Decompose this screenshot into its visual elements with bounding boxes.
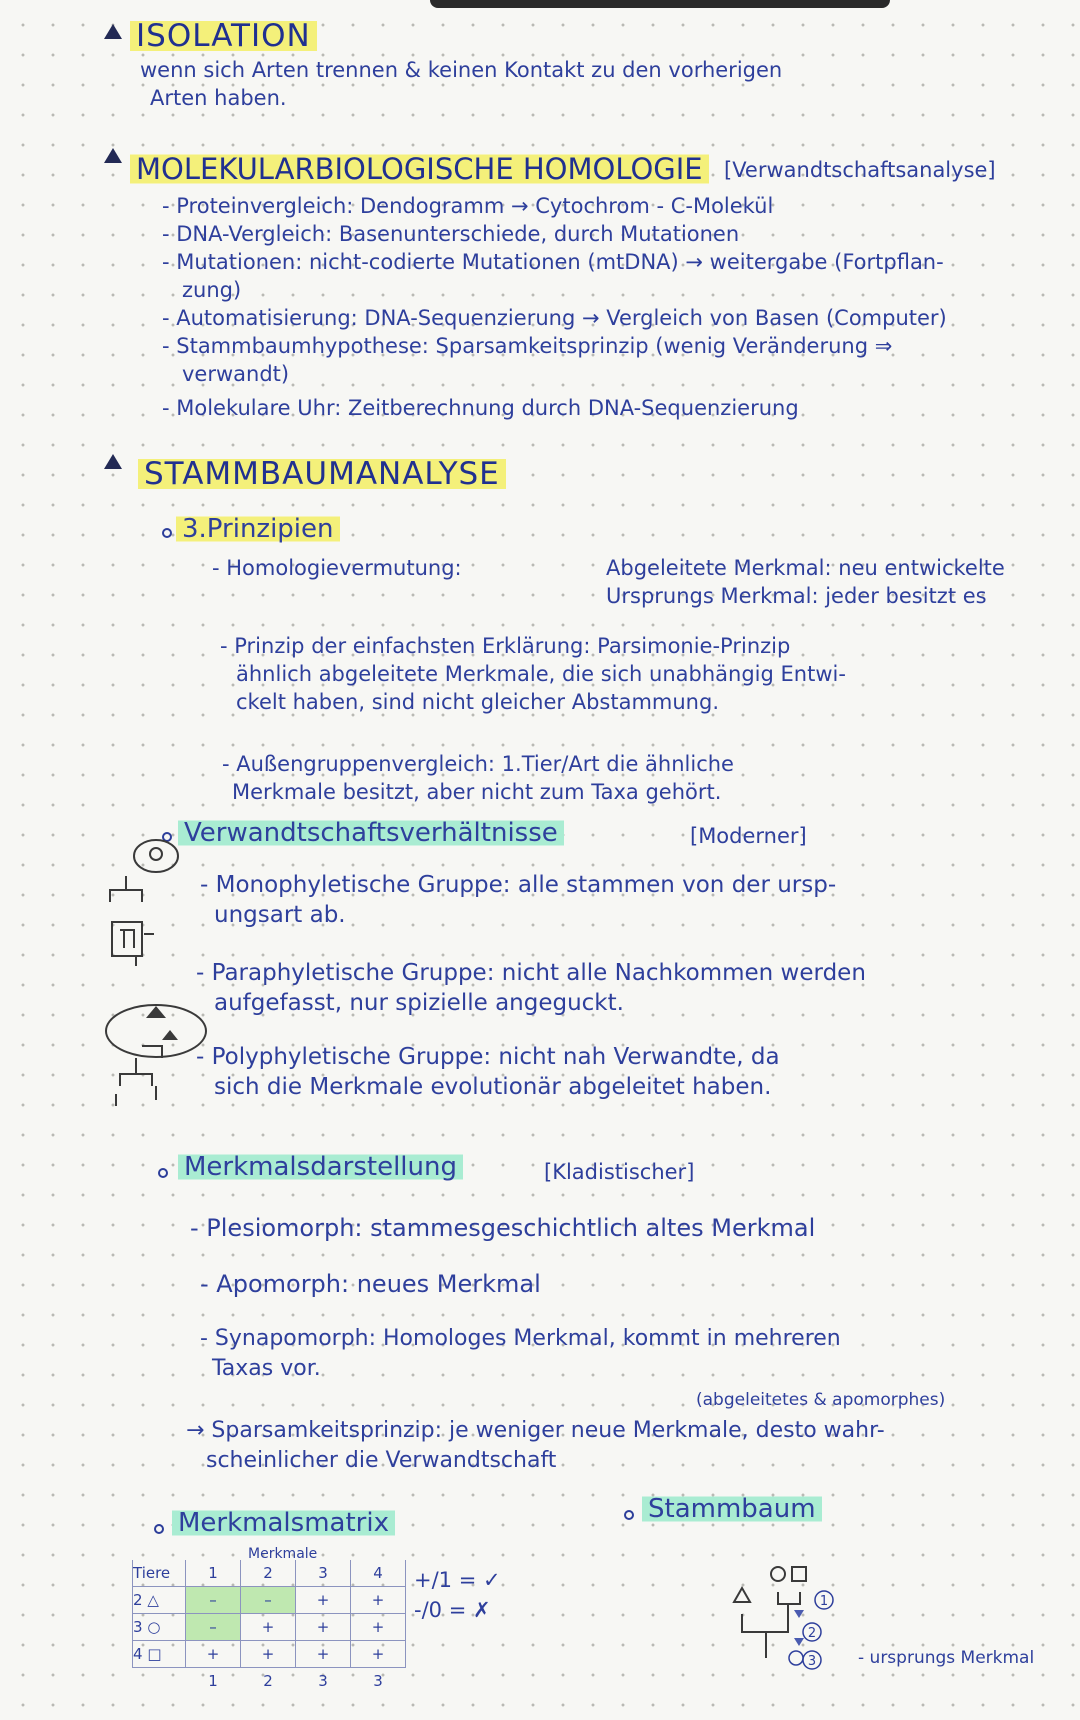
plesiomorph-line: - Plesiomorph: stammesgeschichtlich altes Merkmal	[190, 1214, 816, 1242]
matrix-legend-plus: +/1 = ✓	[414, 1568, 501, 1592]
matrix-footer-cell: 2	[263, 1672, 273, 1690]
stammbaum-title: Stammbaum	[642, 1494, 822, 1524]
verwandtschaft-line: sich die Merkmale evolutionär abgeleitet haben.	[214, 1074, 772, 1100]
matrix-title: Merkmalsmatrix	[172, 1508, 395, 1538]
molekular-tag: [Verwandtschaftsanalyse]	[724, 158, 996, 182]
matrix-cell: +	[351, 1587, 406, 1614]
aussengruppe-line: Merkmale besitzt, aber nicht zum Taxa gehört.	[232, 780, 722, 804]
matrix-cell: –	[186, 1614, 241, 1641]
circle-bullet-icon	[158, 1168, 168, 1178]
isolation-line-1: wenn sich Arten trennen & keinen Kontakt zu den vorherigen	[140, 58, 783, 82]
ursprung-label: - ursprungs Merkmal	[858, 1648, 1035, 1668]
matrix-cell: +	[296, 1614, 351, 1641]
circle-bullet-icon	[162, 528, 172, 538]
section-title-stammbaumanalyse: STAMMBAUMANALYSE	[138, 456, 506, 492]
apomorph-line: - Apomorph: neues Merkmal	[200, 1270, 541, 1298]
matrix-footer-cell: 3	[373, 1672, 383, 1690]
matrix-col-label: 1	[186, 1560, 241, 1587]
verwandtschaft-line: - Paraphyletische Gruppe: nicht alle Nachkommen werden	[196, 960, 866, 986]
matrix-col-header: Merkmale	[248, 1546, 318, 1562]
synapomorph-line: - Synapomorph: Homologes Merkmal, kommt in mehreren	[200, 1326, 841, 1351]
matrix-cell: +	[351, 1614, 406, 1641]
verwandtschaft-line: - Monophyletische Gruppe: alle stammen von der ursp-	[200, 872, 837, 898]
matrix-col-label: 4	[351, 1560, 406, 1587]
matrix-cell: +	[186, 1641, 241, 1668]
tree-node-label: 1	[819, 1594, 829, 1609]
matrix-row	[133, 1641, 406, 1668]
circle-bullet-icon	[154, 1524, 164, 1534]
matrix-row-label: 3 ○	[133, 1614, 186, 1641]
matrix-footer-row	[133, 1668, 406, 1695]
prinzipien-title: 3.Prinzipien	[176, 514, 340, 544]
molekular-item: - Stammbaumhypothese: Sparsamkeitsprinzip (wenig Veränderung ⇒	[162, 334, 893, 358]
circle-bullet-icon	[624, 1510, 634, 1520]
prinzip-line: ckelt haben, sind nicht gleicher Abstammung.	[236, 690, 719, 714]
tree-diagram-icon	[720, 1560, 860, 1670]
section-title-molekular: MOLEKULARBIOLOGISCHE HOMOLOGIE	[130, 152, 709, 186]
matrix-row-label: 2 △	[133, 1587, 186, 1614]
verwandtschaft-tag: [Moderner]	[690, 824, 807, 848]
section-title-isolation: ISOLATION	[130, 18, 317, 54]
merkmal-tag: [Kladistischer]	[544, 1160, 695, 1184]
molekular-item: - DNA-Vergleich: Basenunterschiede, durch Mutationen	[162, 222, 740, 246]
merkmal-title: Merkmalsdarstellung	[178, 1152, 463, 1182]
prinzip-line: - Prinzip der einfachsten Erklärung: Parsimonie-Prinzip	[220, 634, 791, 658]
verwandtschaft-title: Verwandtschaftsverhältnisse	[178, 818, 564, 848]
triangle-bullet-icon	[104, 148, 122, 163]
tree-node-label: 3	[807, 1654, 817, 1669]
matrix-cell: +	[351, 1641, 406, 1668]
matrix-cell: +	[241, 1641, 296, 1668]
molekular-item: - Automatisierung: DNA-Sequenzierung → Vergleich von Basen (Computer)	[162, 306, 947, 330]
matrix-cell: +	[296, 1641, 351, 1668]
matrix-legend-minus: -/0 = ✗	[414, 1598, 491, 1622]
tree-node-label: 2	[807, 1626, 817, 1641]
matrix-footer-cell: 1	[208, 1672, 218, 1690]
matrix-row	[133, 1614, 406, 1641]
matrix-row-header: Tiere	[133, 1560, 186, 1587]
matrix-row-label: 4 □	[133, 1641, 186, 1668]
homologie-label: - Homologievermutung:	[212, 556, 462, 580]
sparsamkeit-line: → Sparsamkeitsprinzip: je weniger neue Merkmale, desto wahr-	[186, 1418, 885, 1443]
molekular-item: zung)	[182, 278, 242, 302]
molekular-item: - Molekulare Uhr: Zeitberechnung durch DNA-Sequenzierung	[162, 396, 799, 420]
matrix-cell: –	[241, 1587, 296, 1614]
merkmal-note: (abgeleitetes & apomorphes)	[696, 1390, 946, 1410]
matrix-cell: +	[296, 1587, 351, 1614]
sparsamkeit-line: scheinlicher die Verwandtschaft	[206, 1448, 557, 1473]
homologie-def-2: Ursprungs Merkmal: jeder besitzt es	[606, 584, 987, 608]
molekular-item: - Proteinvergleich: Dendogramm → Cytochrom - C-Molekül	[162, 194, 774, 218]
verwandtschaft-line: ungsart ab.	[214, 902, 346, 928]
verwandtschaft-line: aufgefasst, nur spizielle angeguckt.	[214, 990, 624, 1016]
matrix-col-label: 3	[296, 1560, 351, 1587]
homologie-def-1: Abgeleitete Merkmal: neu entwickelte	[606, 556, 1005, 580]
matrix-row	[133, 1587, 406, 1614]
isolation-line-2: Arten haben.	[150, 86, 287, 110]
matrix-cell: +	[241, 1614, 296, 1641]
matrix-cell: –	[186, 1587, 241, 1614]
feature-matrix	[132, 1560, 406, 1694]
prinzip-line: ähnlich abgeleitete Merkmale, die sich unabhängig Entwi-	[236, 662, 846, 686]
triangle-bullet-icon	[104, 454, 122, 469]
aussengruppe-line: - Außengruppenvergleich: 1.Tier/Art die ähnliche	[222, 752, 734, 776]
molekular-item: verwandt)	[182, 362, 290, 386]
molekular-item: - Mutationen: nicht-codierte Mutationen (mtDNA) → weitergabe (Fortpflan-	[162, 250, 944, 274]
page-edge-shadow	[430, 0, 890, 8]
synapomorph-line: Taxas vor.	[212, 1356, 321, 1381]
matrix-footer-cell: 3	[318, 1672, 328, 1690]
verwandtschaft-line: - Polyphyletische Gruppe: nicht nah Verwandte, da	[196, 1044, 780, 1070]
triangle-bullet-icon	[104, 24, 122, 39]
matrix-col-label: 2	[241, 1560, 296, 1587]
